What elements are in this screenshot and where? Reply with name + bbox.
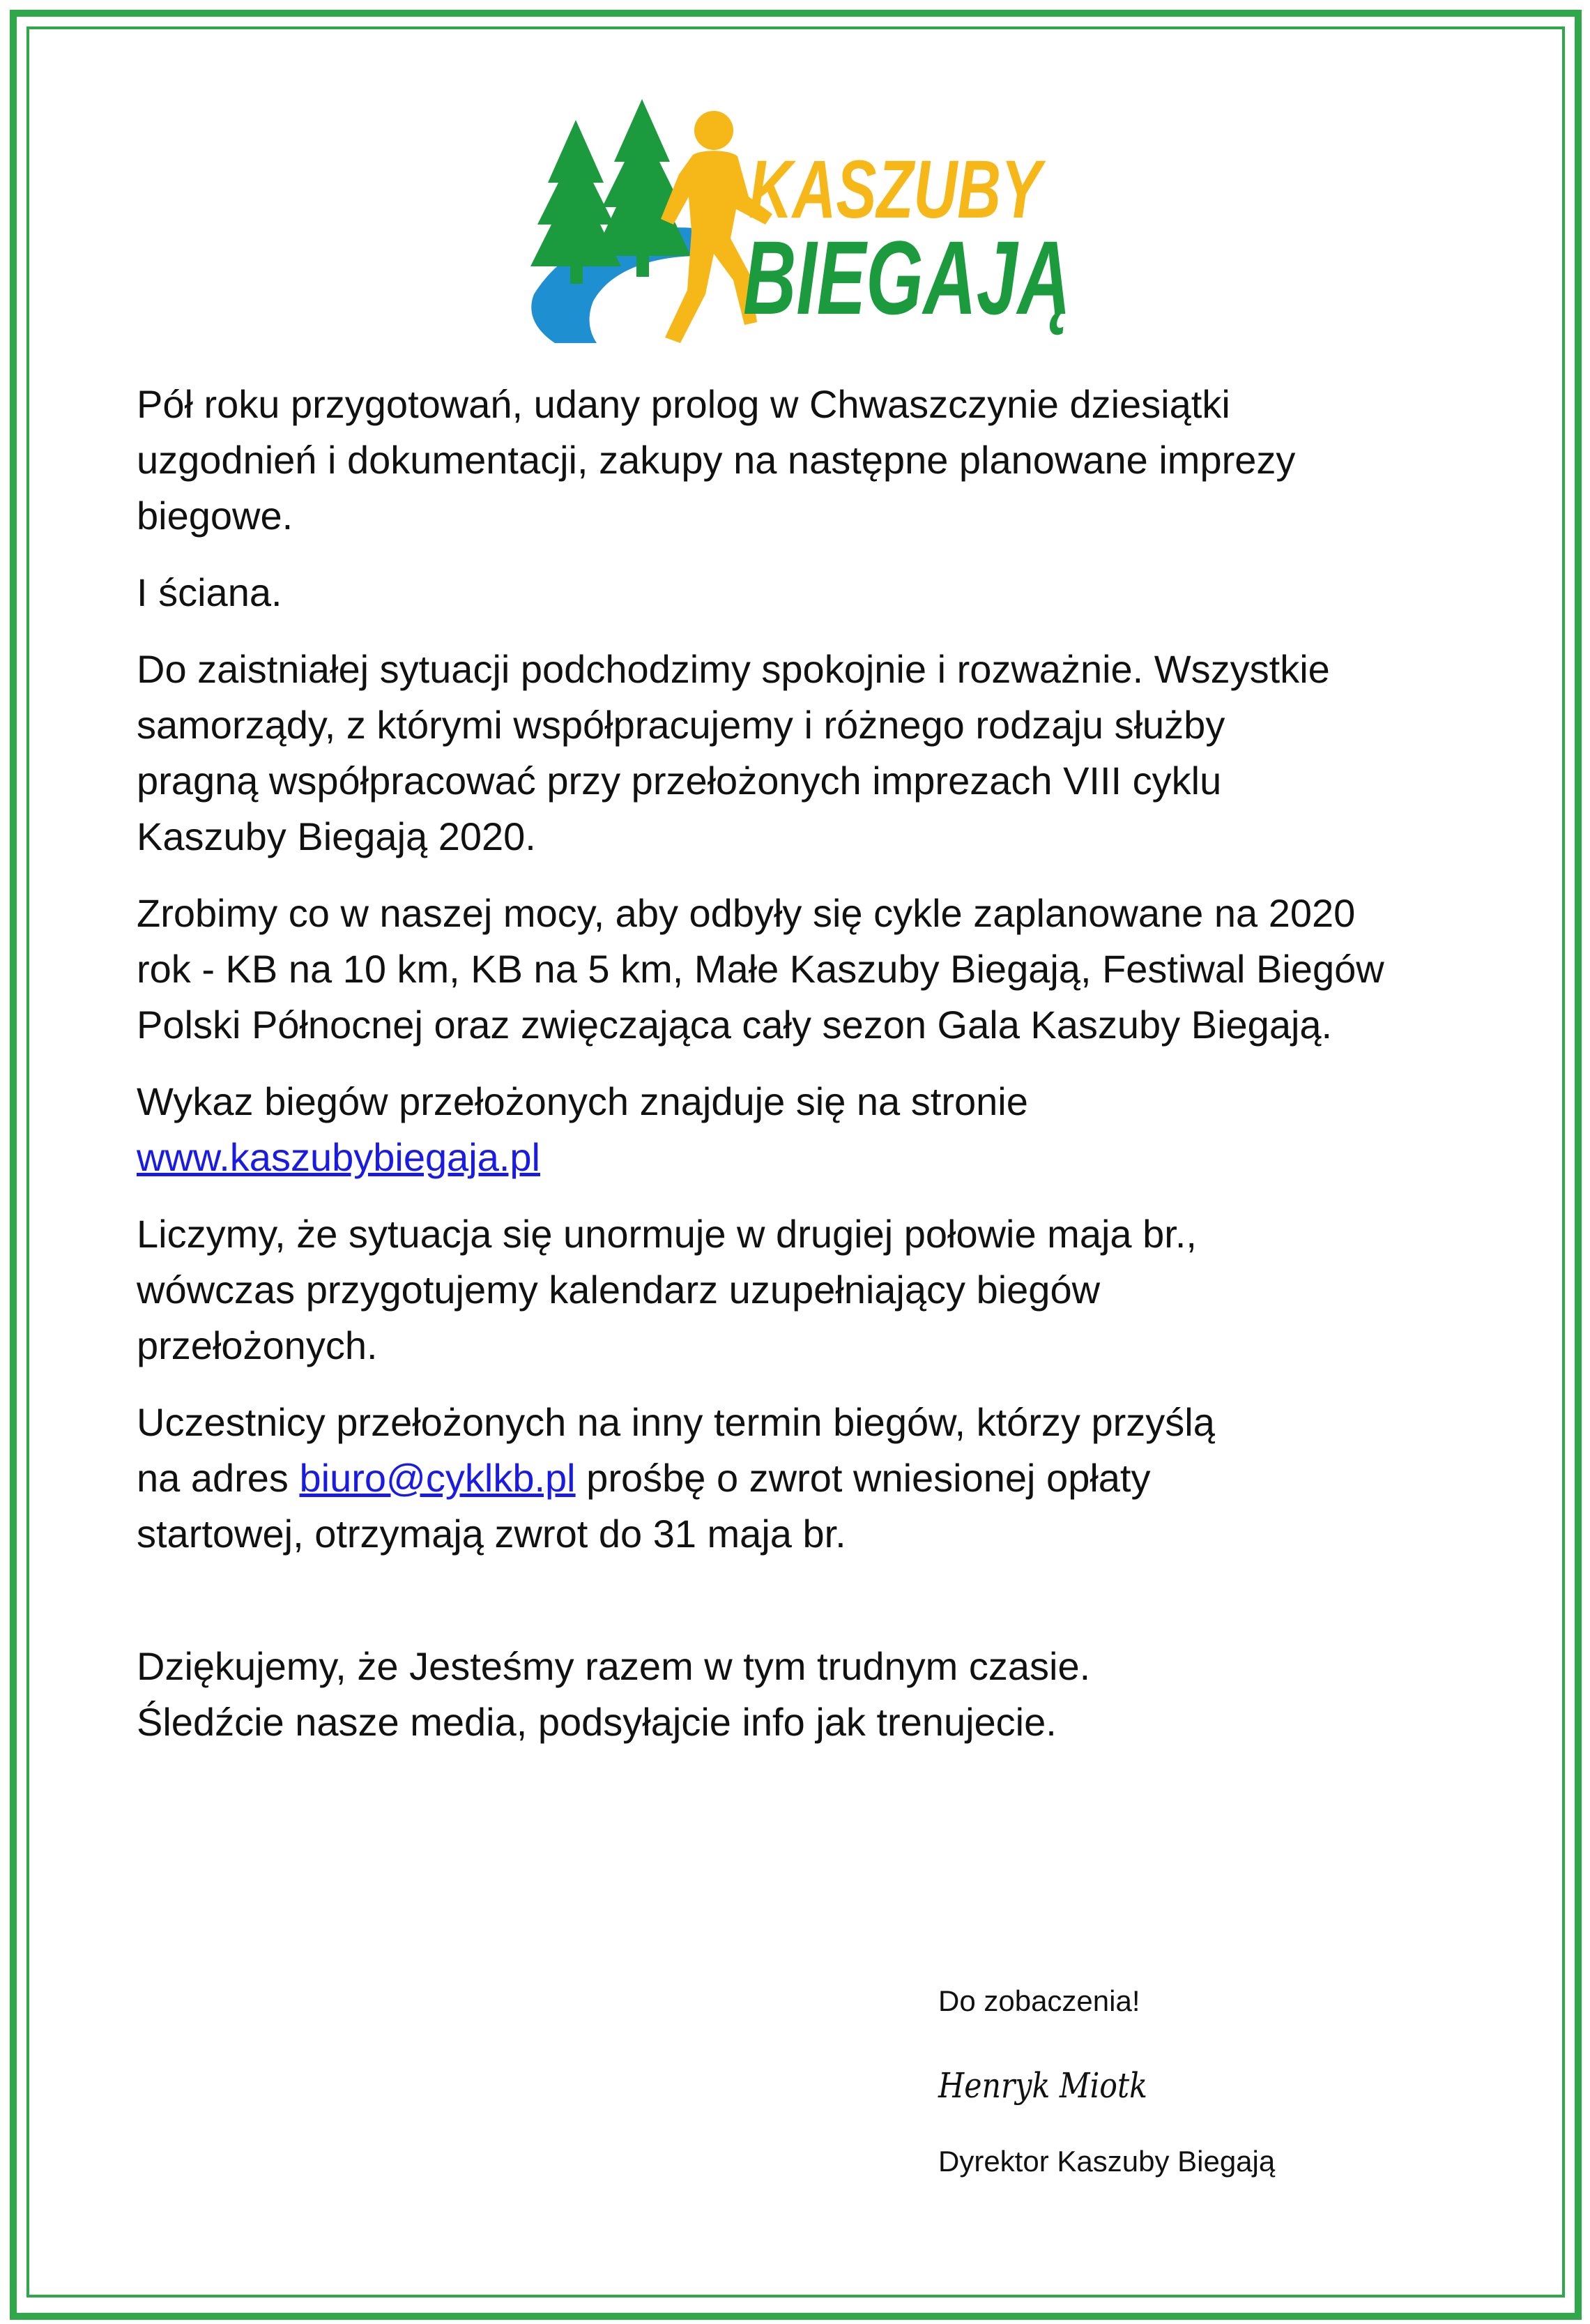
paragraph-intro: Pół roku przygotowań, udany prolog w Chwaszczynie dziesiątki uzgodnień i dokumentacji, zakupy na następne planowane imprezy biegowe. — [137, 382, 1296, 538]
paragraph-refund — [137, 1395, 1503, 1562]
letter-body — [137, 377, 1503, 1771]
email-link[interactable]: biuro@cyklkb.pl — [299, 1456, 576, 1500]
paragraph-plans: Zrobimy co w naszej mocy, aby odbyły się cykle zaplanowane na 2020 rok - KB na 10 km, KB na 5 km, Małe Kaszuby Biegają, Festiwal Biegów Polski Północnej oraz zwięczająca cały sezon Gala Kaszuby Biegają. — [137, 891, 1384, 1047]
paragraph-thanks: Dziękujemy, że Jesteśmy razem w tym trudnym czasie. Śledźcie nasze media, podsyłajcie info jak trenujecie. — [137, 1644, 1091, 1744]
kaszuby-biegaja-logo — [527, 92, 1085, 357]
paragraph-wall: I ściana. — [137, 570, 282, 614]
refund-text-before: Uczestnicy przełożonych na inny termin biegów, którzy przyślą na adres — [137, 1400, 1215, 1500]
director-title: Dyrektor Kaszuby Biegają — [938, 2145, 1276, 2178]
paragraph-calendar: Liczymy, że sytuacja się unormuje w drugiej połowie maja br., wówczas przygotujemy kalendarz uzupełniający biegów przełożonych. — [137, 1212, 1197, 1367]
signature-text: Henryk Miotk — [938, 2065, 1147, 2106]
paragraph-situation: Do zaistniałej sytuacji podchodzimy spokojnie i rozważnie. Wszystkie samorządy, z którymi współpracujemy i różnego rodzaju służby pragną współpracować przy przełożonych imprezach VIII cyklu Kaszuby Biegają 2020. — [137, 647, 1330, 858]
spacer — [137, 1583, 1503, 1639]
paragraph-list-text: Wykaz biegów przełożonych znajduje się na stronie — [137, 1079, 1028, 1123]
website-link[interactable]: www.kaszubybiegaja.pl — [137, 1135, 540, 1179]
handwritten-signature — [938, 2057, 1189, 2120]
logo-line-2: BIEGAJĄ — [743, 219, 1071, 336]
logo-line-1: KASZUBY — [749, 144, 1046, 236]
signoff: Do zobaczenia! — [938, 1984, 1140, 2017]
paragraph-list-info — [137, 1074, 1503, 1185]
refund-text-after: prośbę o zwrot wniesionej opłaty startowej, otrzymają zwrot do 31 maja br. — [137, 1456, 1151, 1556]
